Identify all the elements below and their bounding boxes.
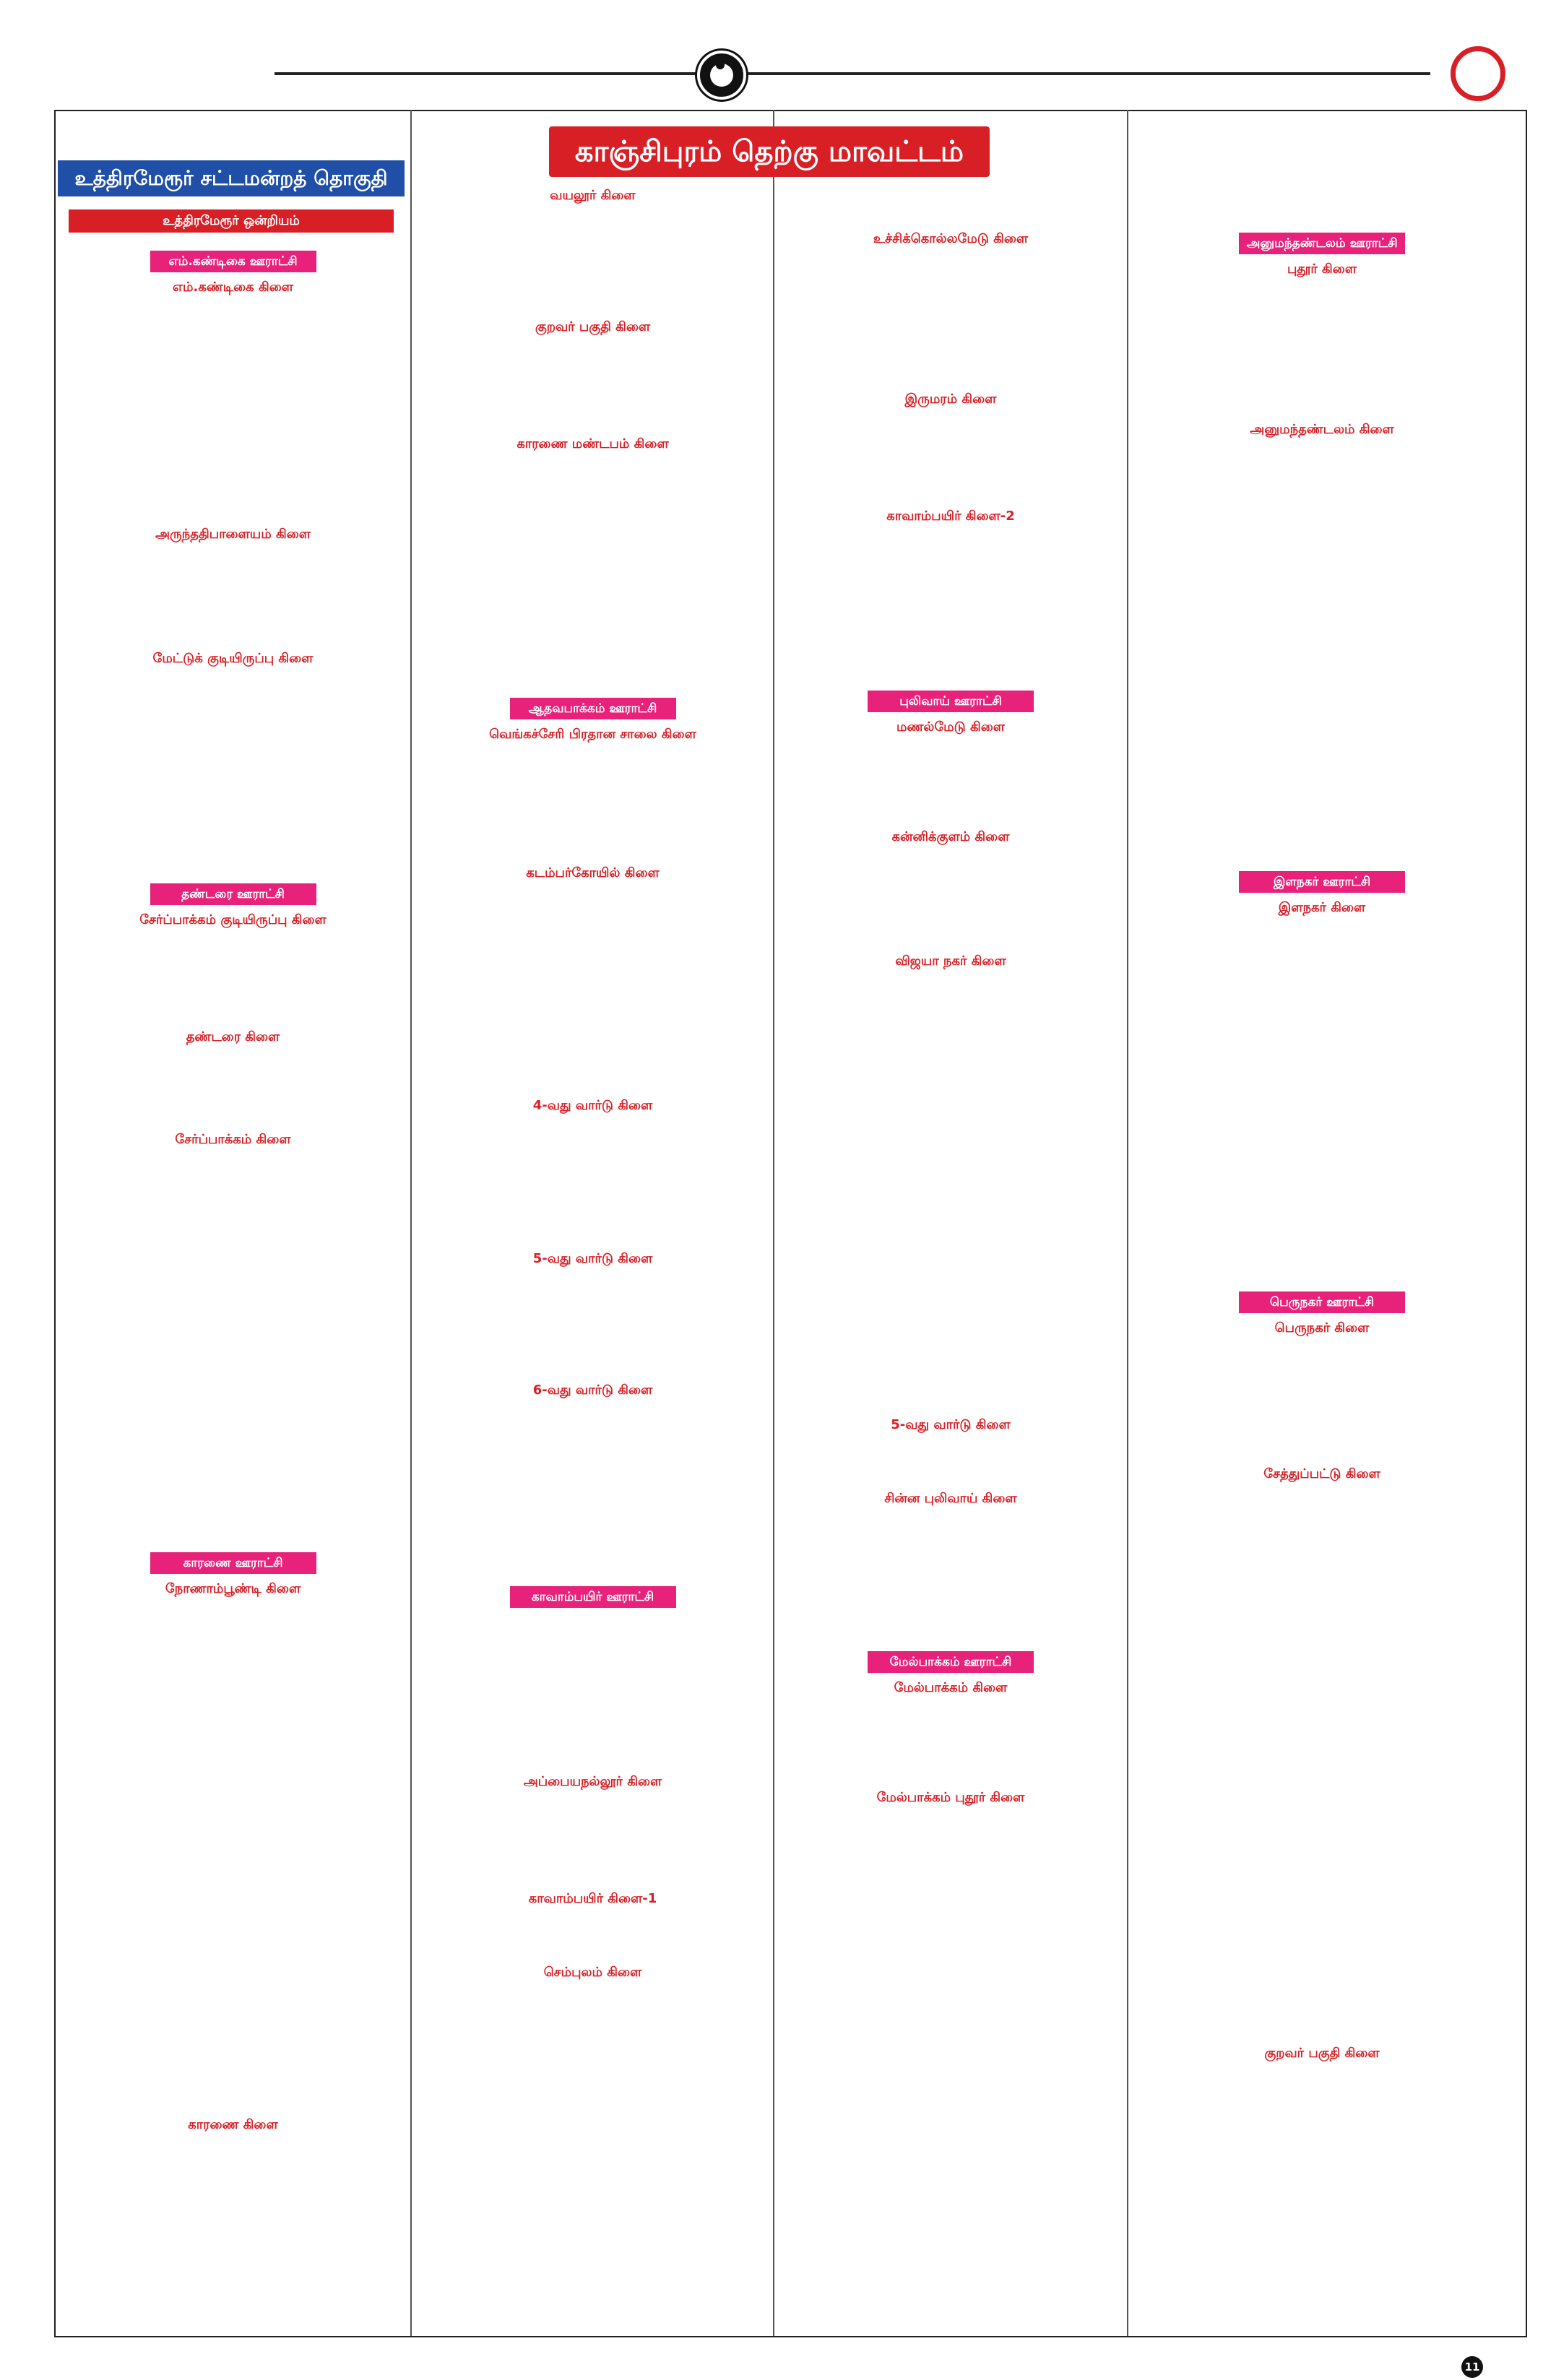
branch-heading: சேத்துப்பட்டு கிளை bbox=[1263, 1466, 1380, 1481]
branch-heading: 6-வது வார்டு கிளை bbox=[532, 1382, 653, 1398]
branch-heading: செம்புலம் கிளை bbox=[543, 1965, 642, 1980]
branch-heading: கன்னிக்குளம் கிளை bbox=[891, 829, 1010, 844]
branch-heading: 4-வது வார்டு கிளை bbox=[532, 1098, 653, 1113]
top-rule bbox=[275, 72, 1430, 75]
branch-heading: மேல்பாக்கம் புதூர் கிளை bbox=[876, 1790, 1025, 1805]
column-1 bbox=[61, 242, 405, 2139]
section-tag: அனுமந்தண்டலம் ஊராட்சி bbox=[1239, 233, 1405, 254]
branch-heading: அனுமந்தண்டலம் கிளை bbox=[1250, 422, 1394, 437]
party-logo-icon bbox=[697, 51, 746, 100]
branch-heading: வெங்கச்சேரி பிரதான சாலை கிளை bbox=[489, 727, 696, 742]
branch-heading: மேல்பாக்கம் கிளை bbox=[894, 1680, 1008, 1695]
branch-heading: காவாம்பயிர் கிளை-2 bbox=[886, 509, 1015, 524]
branch-heading: காரணை கிளை bbox=[188, 2117, 278, 2132]
union-title: உத்திரமேரூர் ஒன்றியம் bbox=[69, 209, 394, 233]
red-circle-icon bbox=[1451, 46, 1505, 101]
column-rule bbox=[410, 110, 412, 2336]
section-tag: இளநகர் ஊராட்சி bbox=[1239, 871, 1405, 893]
branch-heading: நோணாம்பூண்டி கிளை bbox=[165, 1581, 301, 1596]
branch-heading: குறவர் பகுதி கிளை bbox=[1264, 2046, 1380, 2061]
branch-heading: தண்டரை கிளை bbox=[186, 1029, 280, 1044]
branch-heading: எம்.கண்டிகை கிளை bbox=[173, 280, 293, 295]
branch-heading: உச்சிக்கொல்லமேடு கிளை bbox=[873, 231, 1029, 246]
branch-heading: குறவர் பகுதி கிளை bbox=[535, 319, 651, 334]
column-4 bbox=[1134, 224, 1510, 2067]
branch-heading: இளநகர் கிளை bbox=[1278, 900, 1366, 915]
branch-heading: இருமரம் கிளை bbox=[904, 391, 997, 407]
branch-heading: மேட்டுக் குடியிருப்பு கிளை bbox=[152, 651, 314, 666]
section-tag: ஆதவபாக்கம் ஊராட்சி bbox=[510, 698, 676, 719]
branch-heading: 5-வது வார்டு கிளை bbox=[891, 1417, 1011, 1432]
section-tag: எம்.கண்டிகை ஊராட்சி bbox=[150, 251, 316, 272]
branch-heading: புதூர் கிளை bbox=[1287, 261, 1357, 277]
branch-heading: மணல்மேடு கிளை bbox=[896, 719, 1005, 735]
branch-heading: சேர்ப்பாக்கம் குடியிருப்பு கிளை bbox=[139, 912, 327, 927]
branch-heading: சேர்ப்பாக்கம் கிளை bbox=[175, 1132, 291, 1147]
section-tag: தண்டரை ஊராட்சி bbox=[150, 883, 316, 905]
branch-heading: அருந்ததிபாளையம் கிளை bbox=[155, 527, 311, 542]
page-number: 11 bbox=[1461, 2356, 1483, 2378]
section-tag: பெருநகர் ஊராட்சி bbox=[1239, 1291, 1405, 1313]
column-rule bbox=[1127, 110, 1128, 2336]
branch-heading: காரணை மண்டபம் கிளை bbox=[517, 436, 669, 451]
branch-heading: பெருநகர் கிளை bbox=[1274, 1320, 1370, 1336]
section-tag: காவாம்பயிர் ஊராட்சி bbox=[510, 1586, 676, 1608]
branch-heading: கடம்பர்கோயில் கிளை bbox=[526, 865, 660, 880]
section-tag: காரணை ஊராட்சி bbox=[150, 1552, 316, 1574]
branch-heading: வயலூர் கிளை bbox=[550, 188, 636, 203]
section-tag: மேல்பாக்கம் ஊராட்சி bbox=[868, 1651, 1034, 1673]
branch-heading: சின்ன புலிவாய் கிளை bbox=[884, 1491, 1017, 1506]
column-3 bbox=[780, 224, 1121, 1812]
column-rule bbox=[773, 110, 774, 2336]
column-2 bbox=[418, 181, 768, 1986]
branch-heading: 5-வது வார்டு கிளை bbox=[532, 1251, 653, 1266]
branch-heading: விஜயா நகர் கிளை bbox=[895, 953, 1006, 969]
section-tag: புலிவாய் ஊராட்சி bbox=[868, 691, 1034, 712]
branch-heading: அப்பையநல்லூர் கிளை bbox=[523, 1774, 662, 1789]
page-title: காஞ்சிபுரம் தெற்கு மாவட்டம் bbox=[549, 126, 990, 177]
branch-heading: காவாம்பயிர் கிளை-1 bbox=[528, 1891, 657, 1906]
constituency-title: உத்திரமேரூர் சட்டமன்றத் தொகுதி bbox=[58, 160, 405, 196]
